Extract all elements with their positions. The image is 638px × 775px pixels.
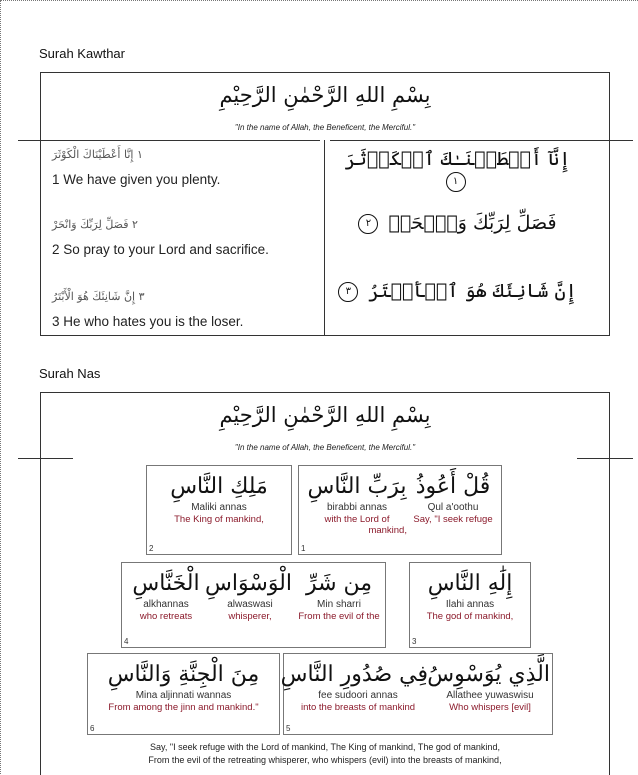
nas-box-6	[87, 653, 280, 735]
nas-box-5	[280, 653, 553, 735]
nas-bismillah-translation: "In the name of Allah, the Beneficent, the Merciful."	[234, 443, 416, 452]
nas-word-maliki	[147, 472, 291, 525]
box-number: 4	[124, 637, 129, 646]
section-title-nas: Surah Nas	[39, 366, 101, 381]
nas-word-fee-sudoori	[280, 660, 428, 713]
english-meaning: The King of mankind,	[174, 514, 264, 525]
kawthar-verse-3-arabic	[330, 280, 585, 302]
english-meaning: From among the jinn and mankind."	[108, 702, 259, 713]
kawthar-header-rule-right	[330, 140, 633, 141]
english-meaning: From the evil of the	[298, 611, 380, 622]
arabic-text: إِلَٰهِ النَّاسِ	[427, 571, 513, 596]
nas-translation-line-2: From the evil of the retreating whisperer, who whispers (evil) into the breasts of mankind,	[148, 755, 502, 765]
nas-box-3	[409, 562, 531, 648]
arabic-text: مِن شَرِّ	[305, 571, 373, 596]
english-meaning: who retreats	[139, 611, 193, 622]
english-meaning-continued: mankind,	[368, 525, 407, 536]
ayah-number-1-icon: ١	[446, 172, 466, 192]
transliteration: birabbi annas	[326, 502, 388, 513]
arabic-text: بِرَبِّ النَّاسِ	[307, 474, 407, 499]
kawthar-verse-1-arabic-text: إِنَّآ أَعۡطَيۡنَـٰكَ ٱلۡكَوۡثَرَ	[344, 148, 571, 170]
kawthar-verse-2-arabic	[330, 212, 585, 234]
nas-word-allathee	[427, 660, 550, 713]
kawthar-verse-2-arabic-text: فَصَلِّ لِرَبِّكَ وَٱنۡحَرۡ	[388, 212, 557, 234]
box-number: 2	[149, 544, 154, 553]
arabic-text: قُلْ أَعُوذُ	[415, 474, 491, 499]
nas-word-mina-aljinnati	[88, 660, 279, 713]
nas-box-1	[298, 465, 502, 555]
nas-word-ilahi	[410, 569, 530, 622]
transliteration: Maliki annas	[191, 502, 247, 513]
english-meaning: The god of mankind,	[426, 611, 514, 622]
page-dotted-border-top	[0, 0, 638, 1]
transliteration: Allathee yuwaswisu	[446, 690, 534, 701]
arabic-text: مِنَ الْجِنَّةِ وَالنَّاسِ	[107, 662, 260, 687]
kawthar-verse-1-arabic	[330, 148, 585, 192]
section-title-kawthar: Surah Kawthar	[39, 46, 125, 61]
transliteration: Qul a'oothu	[427, 502, 479, 513]
kawthar-verse-1-small-arabic: ١ إِنَّا أَعْطَيْنَاكَ الْكَوْثَرَ	[52, 148, 143, 161]
nas-word-alwaswasi	[205, 569, 292, 622]
english-meaning: with the Lord of	[324, 514, 390, 525]
arabic-text: الَّذِي يُوَسْوِسُ	[427, 662, 550, 687]
english-meaning: into the breasts of mankind	[300, 702, 416, 713]
kawthar-verse-1-english: 1 We have given you plenty.	[52, 172, 221, 187]
nas-word-min-sharri	[294, 569, 384, 622]
ayah-number-3-icon: ٣	[338, 282, 358, 302]
nas-word-qul	[407, 472, 499, 525]
box-number: 1	[301, 544, 306, 553]
kawthar-bismillah-translation: "In the name of Allah, the Beneficent, the Merciful."	[234, 123, 416, 132]
nas-box-4	[121, 562, 386, 648]
ayah-number-2-icon: ٢	[358, 214, 378, 234]
arabic-text: الْخَنَّاسِ	[132, 571, 200, 596]
page-dotted-border-left	[0, 0, 1, 774]
transliteration: alkhannas	[143, 599, 189, 610]
kawthar-verse-2-small-arabic: ٢ فَصَلِّ لِرَبِّكَ وَانْحَرْ	[52, 218, 138, 231]
box-number: 5	[286, 724, 291, 733]
transliteration: fee sudoori annas	[318, 690, 398, 701]
kawthar-header-rule-left	[18, 140, 320, 141]
kawthar-verse-3-arabic-text: إِنَّ شَانِئَكَ هُوَ ٱلۡأَبۡتَرُ	[368, 280, 577, 302]
nas-word-alkhannas	[126, 569, 206, 622]
english-meaning: Say, "I seek refuge	[413, 514, 493, 525]
kawthar-column-divider	[324, 140, 325, 335]
nas-bismillah: بِسْمِ اللهِ الرَّحْمٰنِ الرَّحِيْمِ	[219, 403, 431, 427]
kawthar-bismillah: بِسْمِ اللهِ الرَّحْمٰنِ الرَّحِيْمِ	[219, 83, 431, 107]
box-number: 6	[90, 724, 95, 733]
nas-header-rule-left	[18, 458, 73, 459]
kawthar-verse-3-english: 3 He who hates you is the loser.	[52, 314, 244, 329]
transliteration: Min sharri	[317, 599, 361, 610]
english-meaning: whisperer,	[228, 611, 272, 622]
transliteration: Mina aljinnati wannas	[135, 690, 232, 701]
nas-box-2	[146, 465, 292, 555]
english-meaning: Who whispers [evil]	[449, 702, 531, 713]
nas-word-birabbi	[307, 472, 407, 536]
transliteration: alwaswasi	[227, 599, 273, 610]
arabic-text: الْوَسْوَاسِ	[205, 571, 292, 596]
kawthar-verse-2-english: 2 So pray to your Lord and sacrifice.	[52, 242, 269, 257]
arabic-text: فِي صُدُورِ النَّاسِ	[280, 662, 428, 687]
kawthar-verse-3-small-arabic: ٣ إِنَّ شَانِئَكَ هُوَ الْأَبْتَرُ	[52, 290, 145, 303]
transliteration: Ilahi annas	[445, 599, 495, 610]
nas-translation-line-1: Say, "I seek refuge with the Lord of mankind, The King of mankind, The god of mankind,	[150, 742, 500, 752]
nas-header-rule-right	[577, 458, 633, 459]
arabic-text: مَلِكِ النَّاسِ	[170, 474, 268, 499]
box-number: 3	[412, 637, 417, 646]
